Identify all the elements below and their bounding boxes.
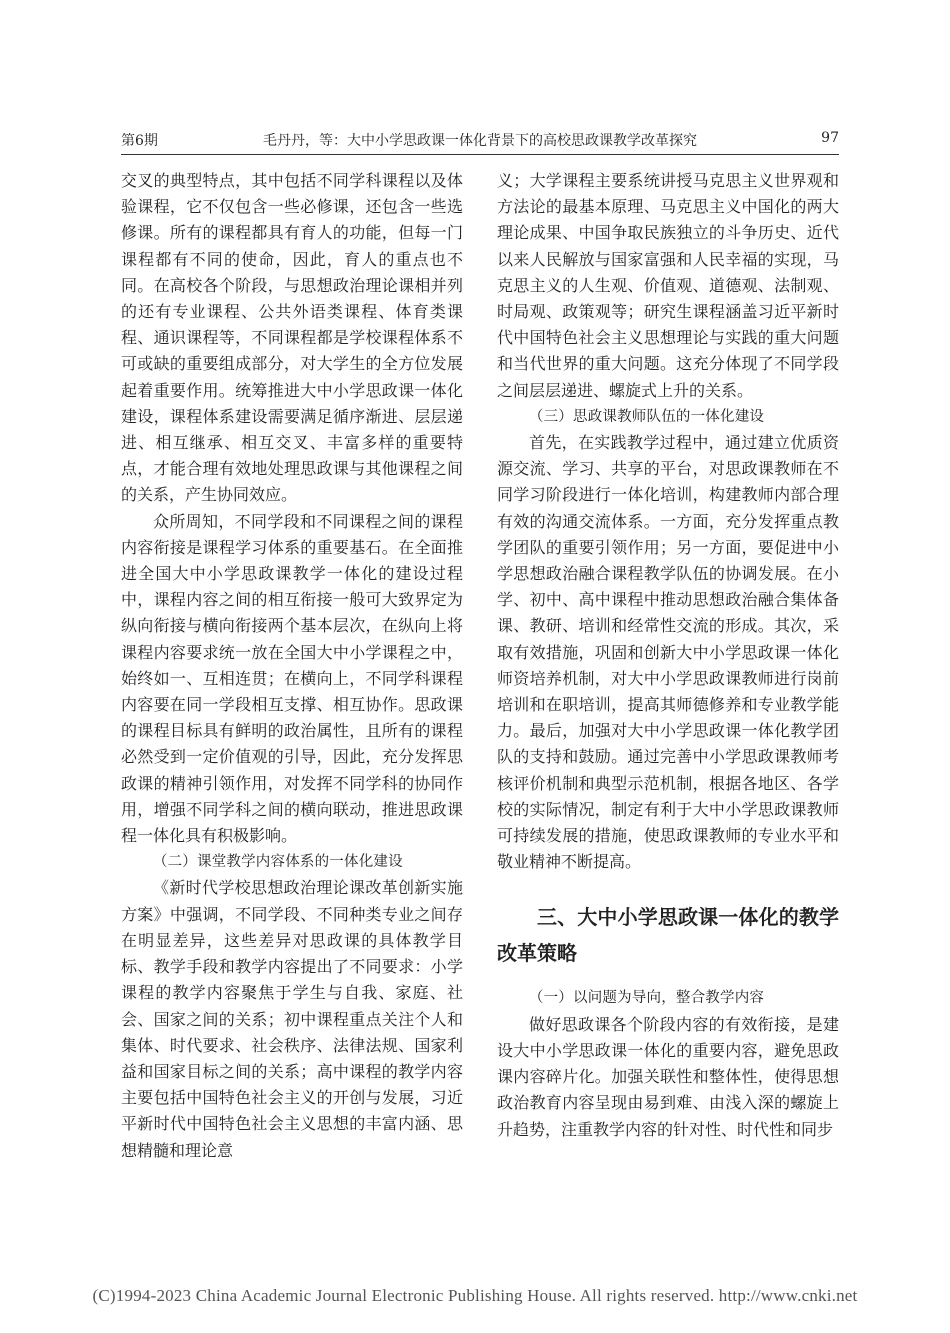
paragraph-content-integration: 做好思政课各个阶段内容的有效衔接，是建设大中小学思政课一体化的重要内容，避免思政课内容碎片化。加强关联性和整体性，使得思想政治教育内容呈现由易到难、由浅入深的螺旋上升趋势，注重教学内容的针对性、时代性和同步 (497, 1014, 839, 1139)
issue-number: 第6期 (121, 133, 158, 149)
copyright-footer: (C)1994-2023 China Academic Journal Electronic Publishing House. All rights reserved. http://www.cnki.net (92, 1286, 858, 1305)
paragraph-teacher-training: 首先，在实践教学过程中，通过建立优质资源交流、学习、共享的平台，对思政课教师在不同学习阶段进行一体化培训，构建教师内部合理有效的沟通交流体系。一方面，充分发挥重点教学团队的重要引领作用；另一方面，要促进中小学思想政治融合课程教学队伍的协调发展。在小学、初中、高中课程中推动思想政治融合集体备课、教研、培训和经常性交流的形成。其次，采取有效措施，巩固和创新大中小学思政课一体化师资培养机制，对大中小学思政课教师进行岗前培训和在职培训，提高其师德修养和专业教学能力。最后，加强对大中小学思政课一体化教学团队的支持和鼓励。通过完善中小学思政课教师考核评价机制和典型示范机制，根据各地区、各学校的实际情况，制定有利于大中小学思政课教师可持续发展的措施，使思政课教师的专业水平和敬业精神不断提高。 (497, 433, 839, 872)
header-rule (121, 154, 839, 155)
paragraph-university-courses: 义；大学课程主要系统讲授马克思主义世界观和方法论的最基本原理、马克思主义中国化的两大理论成果、中国争取民族独立的斗争历史、近代以来人民解放与国家富强和人民幸福的实现，马克思主义的人生观、价值观、道德观、法制观、时局观、政策观等；研究生课程涵盖习近平新时代中国特色社会主义思想理论与实践的重大问题和当代世界的重大问题。这充分体现了不同学段之间层层递进、螺旋式上升的关系。 (497, 171, 839, 400)
left-column (121, 168, 463, 1164)
running-title: 毛丹丹，等：大中小学思政课一体化背景下的高校思政课教学改革探究 (263, 133, 697, 149)
right-column (497, 168, 839, 1143)
paragraph-curriculum-system: 交叉的典型特点，其中包括不同学科课程以及体验课程，它不仅包含一些必修课，还包含一些选修课。所有的课程都具有育人的功能，但每一门课程都有不同的使命，因此，育人的重点也不同。在高校各个阶段，与思想政治理论课相并列的还有专业课程、公共外语类课程、体育类课程、通识课程等，不同课程都是学校课程体系不可或缺的重要组成部分，对大学生的全方位发展起着重要作用。统筹推进大中小学思政课一体化建设，课程体系建设需要满足循序渐进、层层递进、相互继承、相互交叉、丰富多样的重要特点，才能合理有效地处理思政课与其他课程之间的关系，产生协同效应。 (121, 171, 463, 505)
page-number: 97 (821, 130, 839, 146)
paragraph-reform-plan: 《新时代学校思想政治理论课改革创新实施方案》中强调，不同学段、不同种类专业之间存在明显差异，这些差异对思政课的具体教学目标、教学手段和教学内容提出了不同要求：小学课程的教学内容聚焦于学生与自我、家庭、社会、国家之间的关系；初中课程重点关注个人和集体、时代要求、社会秩序、法律法规、国家利益和国家目标之间的关系；高中课程的教学内容主要包括中国特色社会主义的开创与发展，习近平新时代中国特色社会主义思想的丰富内涵、思想精髓和理论意 (121, 878, 463, 1160)
subheading-teacher-team: （三）思政课教师队伍的一体化建设 (528, 408, 765, 425)
running-header (121, 130, 839, 152)
subheading-classroom-content: （二）课堂教学内容体系的一体化建设 (152, 854, 403, 871)
section-title-reform-strategy: 三、大中小学思政课一体化的教学改革策略 (497, 905, 839, 966)
subheading-problem-oriented: （一）以问题为导向，整合教学内容 (528, 990, 765, 1007)
paragraph-content-linkage: 众所周知，不同学段和不同课程之间的课程内容衔接是课程学习体系的重要基石。在全面推进全国大中小学思政课教学一体化的建设过程中，课程内容之间的相互衔接一般可大致界定为纵向衔接与横向衔接两个基本层次，在纵向上将课程内容要求统一放在全国大中小学课程之中，始终如一、互相连贯；在横向上，不同学科课程内容要在同一学段相互支撑、相互协作。思政课的课程目标具有鲜明的政治属性，且所有的课程必然受到一定价值观的引导，因此，充分发挥思政课的精神引领作用，对发挥不同学科的协同作用，增强不同学科之间的横向联动，推进思政课程一体化具有积极影响。 (121, 511, 463, 846)
